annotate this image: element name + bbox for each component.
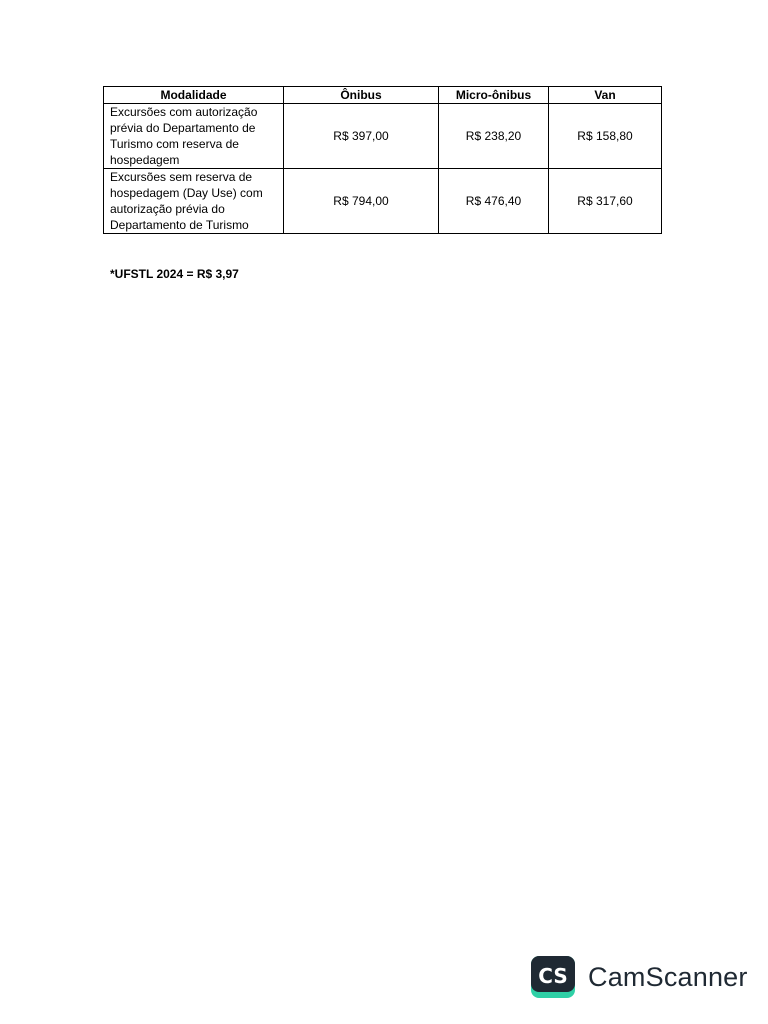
cell-van: R$ 158,80 — [549, 104, 662, 169]
camscanner-watermark — [531, 956, 751, 1000]
cell-van: R$ 317,60 — [549, 169, 662, 234]
header-micro-onibus: Micro-ônibus — [439, 87, 549, 104]
camscanner-logo-icon — [531, 956, 575, 998]
cell-onibus: R$ 794,00 — [284, 169, 439, 234]
fee-table — [103, 86, 662, 234]
table-header-row — [104, 87, 662, 104]
table-row — [104, 169, 662, 234]
cell-onibus: R$ 397,00 — [284, 104, 439, 169]
header-onibus: Ônibus — [284, 87, 439, 104]
cell-micro-onibus: R$ 238,20 — [439, 104, 549, 169]
header-modalidade: Modalidade — [104, 87, 284, 104]
camscanner-brand-text: CamScanner — [588, 962, 748, 992]
table-row — [104, 104, 662, 169]
header-van: Van — [549, 87, 662, 104]
logo-text: CS — [538, 964, 568, 988]
cell-modalidade: Excursões sem reserva de hospedagem (Day Use) com autorização prévia do Departamento de Turismo — [104, 169, 284, 234]
cell-modalidade: Excursões com autorização prévia do Departamento de Turismo com reserva de hospedagem — [104, 104, 284, 169]
cell-micro-onibus: R$ 476,40 — [439, 169, 549, 234]
ufstl-footnote: *UFSTL 2024 = R$ 3,97 — [110, 267, 239, 281]
